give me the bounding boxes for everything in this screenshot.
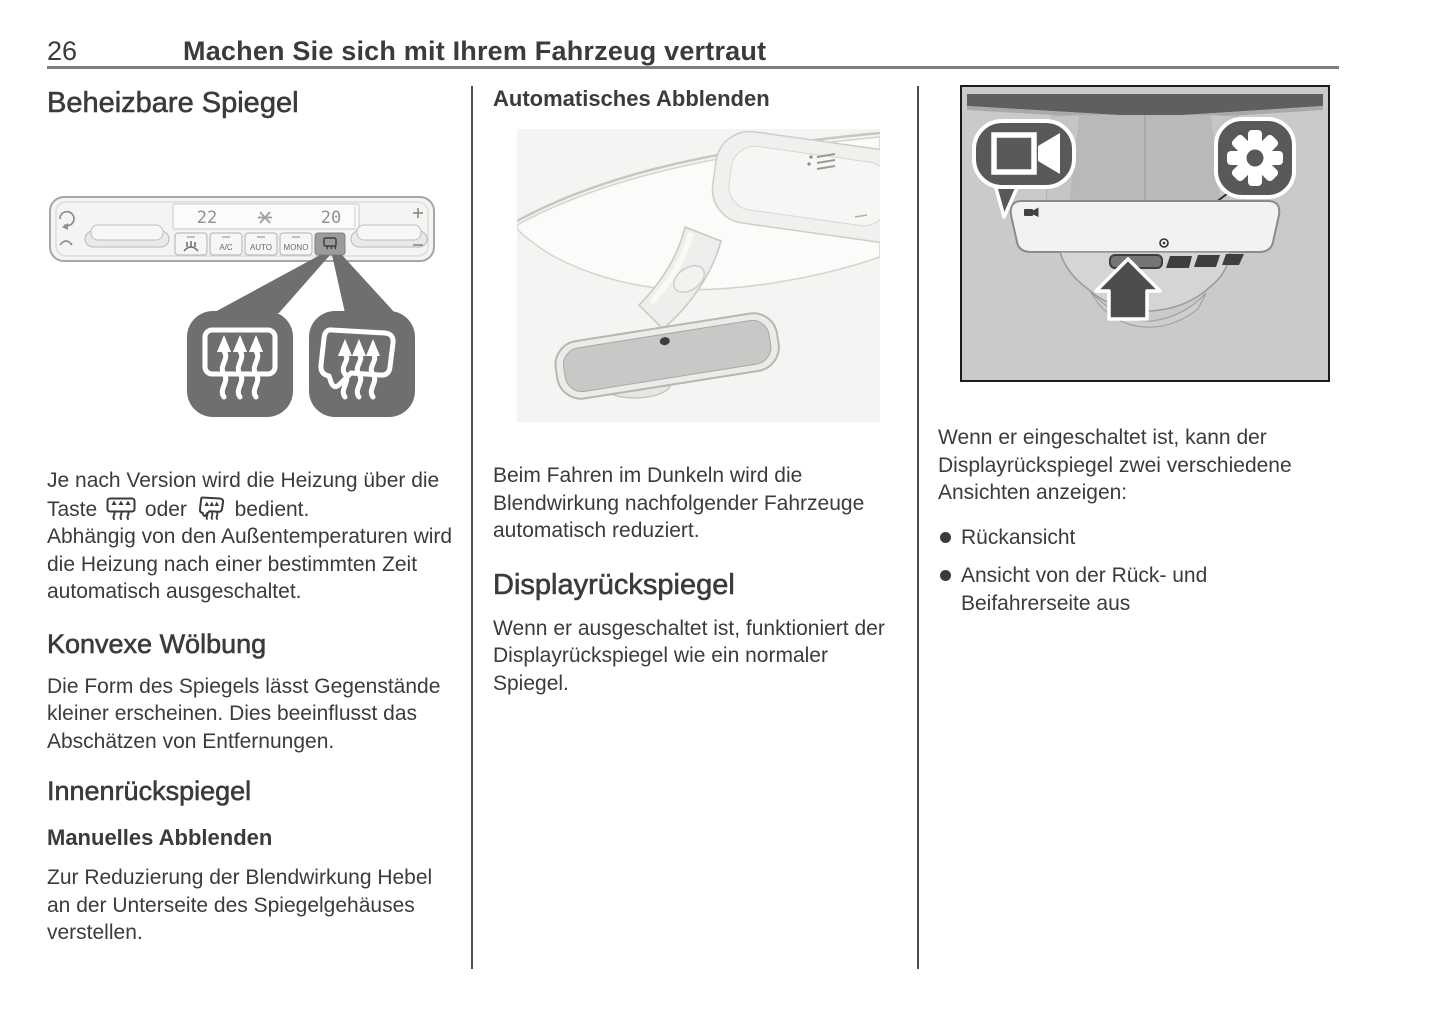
section-heading-display-mirror: Displayrückspiegel (493, 568, 735, 601)
heated-mirror-button (315, 233, 345, 255)
climate-panel-illustration (47, 183, 447, 418)
auto-button-label: AUTO (249, 243, 273, 252)
ac-button-label: A/C (219, 243, 233, 252)
heated-mirrors-paragraph (47, 467, 453, 606)
para1-text-before: Je nach Version wird die Heizung über die Taste (47, 469, 440, 521)
left-temp-slider (85, 225, 169, 247)
page-title: Machen Sie sich mit Ihrem Fahrzeug vertraut (183, 36, 767, 66)
section-heading-interior-mirror: Innenrückspiegel (47, 776, 252, 806)
display-mirror-illustration (960, 85, 1330, 382)
list-item: Rückansicht (938, 524, 1336, 552)
heated-exterior-mirror-icon (196, 495, 226, 521)
header-rule (47, 66, 1339, 69)
display-mirror-off-paragraph: Wenn er ausgeschaltet ist, funktioniert der Displayrückspiegel wie ein normaler Spiegel. (493, 616, 885, 695)
mono-button-label: MONO (283, 243, 309, 252)
callout-pointer-right (332, 255, 395, 313)
para1-text-after: bedient. (234, 497, 310, 521)
display-mirror-glass (1011, 201, 1280, 252)
auto-dimming-paragraph: Beim Fahren im Dunkeln wird die Blendwirkung nachfolgender Fahrzeuge automatisch reduziert. (493, 464, 865, 542)
temp-right-value: 20 (320, 208, 342, 228)
auto-dimming-mirror-illustration (517, 129, 880, 422)
right-temp-slider (351, 225, 427, 247)
display-mirror-on-paragraph: Wenn er eingeschaltet ist, kann der Displayrückspiegel zwei verschiedene Ansichten anzeigen: (938, 426, 1292, 504)
column-1 (47, 85, 453, 947)
column-3 (938, 85, 1336, 617)
para1-text-mid: oder (144, 497, 187, 521)
heated-exterior-mirror-icon (309, 311, 415, 417)
climate-buttons (175, 233, 345, 255)
para1-continuation: Abhängig von den Außentemperaturen wird die Heizung nach einer bestimmten Zeit automatisch ausgeschaltet. (47, 525, 453, 603)
convex-paragraph: Die Form des Spiegels lässt Gegenstände kleiner erscheinen. Dies beeinflusst das Abschätzen von Entfernungen. (47, 674, 441, 753)
heated-rear-window-icon (106, 497, 136, 521)
subheading-manual-dimming: Manuelles Abblenden (47, 825, 273, 850)
subheading-auto-dimming: Automatisches Abblenden (493, 86, 770, 111)
section-heading-convex: Konvexe Wölbung (47, 628, 267, 659)
section-heading-heated-mirrors: Beheizbare Spiegel (47, 87, 299, 119)
column-divider-2 (917, 86, 919, 969)
gear-icon (1216, 119, 1294, 197)
callout-pointer-left (213, 255, 330, 313)
view-options-list (938, 524, 1336, 618)
manual-dimming-paragraph: Zur Reduzierung der Blendwirkung Hebel an der Unterseite des Spiegelgehäuses verstellen. (47, 866, 433, 944)
heated-rear-window-icon (187, 311, 293, 417)
list-item: Ansicht von der Rück- und Beifahrerseite aus (938, 562, 1336, 617)
column-divider-1 (471, 86, 473, 969)
temp-left-value: 22 (196, 208, 218, 228)
column-2 (493, 85, 885, 697)
page-number: 26 (47, 36, 78, 66)
